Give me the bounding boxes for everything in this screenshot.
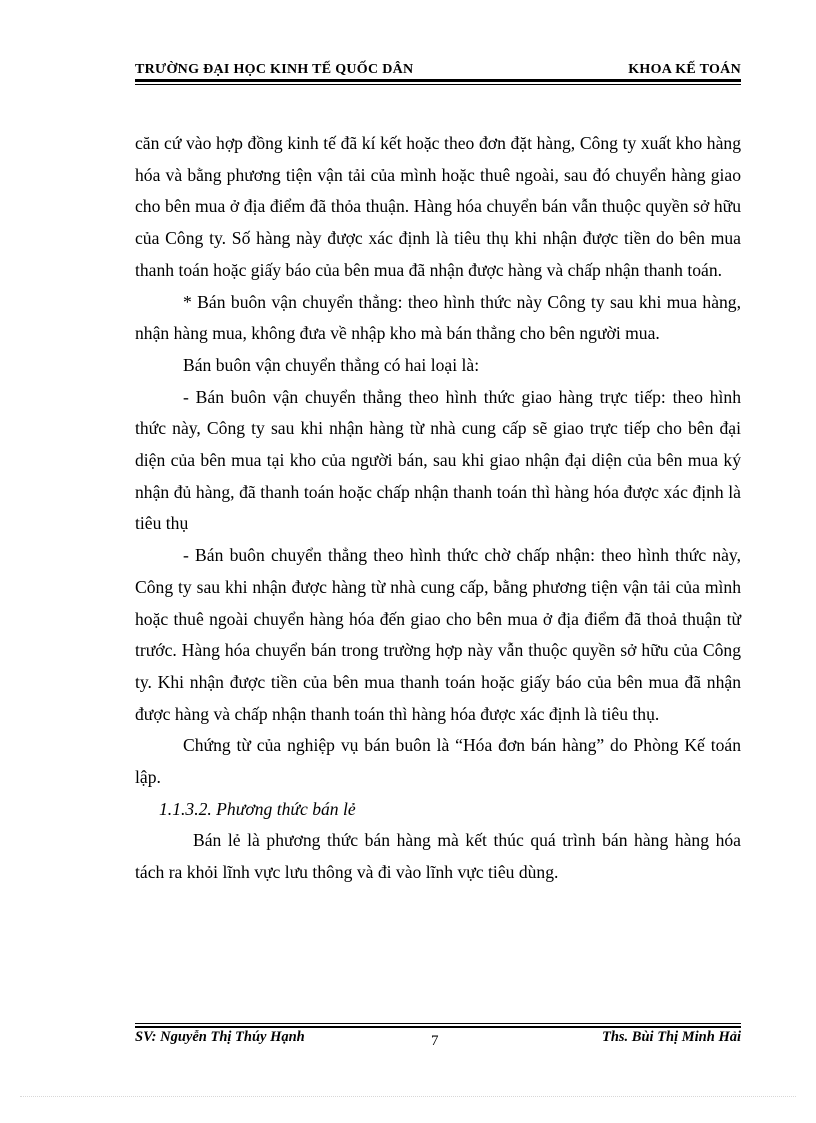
paragraph: căn cứ vào hợp đồng kinh tế đã kí kết hoặc theo đơn đặt hàng, Công ty xuất kho hàng hóa và bằng phương tiện vận tải của mình hoặc thuê ngoài, sau đó chuyển hàng giao cho bên mua ở địa điểm đã thỏa thuận. Hàng hóa chuyển bán vẫn thuộc quyền sở hữu của Công ty. Số hàng này được xác định là tiêu thụ khi nhận được tiền do bên mua thanh toán hoặc giấy báo của bên mua đã nhận được hàng và chấp nhận thanh toán.	[135, 133, 741, 280]
paragraph: Chứng từ của nghiệp vụ bán buôn là “Hóa đơn bán hàng” do Phòng Kế toán lập.	[135, 735, 741, 788]
paragraph: * Bán buôn vận chuyển thẳng: theo hình thức này Công ty sau khi mua hàng, nhận hàng mua, không đưa về nhập kho mà bán thẳng cho bên người mua.	[135, 291, 741, 344]
paragraph: - Bán buôn chuyển thẳng theo hình thức chờ chấp nhận: theo hình thức này, Công ty sau khi nhận được hàng từ nhà cung cấp, bằng phương tiện vận tải của mình hoặc thuê ngoài chuyển hàng hóa đến giao cho bên mua ở địa điểm đã thoả thuận từ trước. Hàng hóa chuyển bán trong trường hợp này vẫn thuộc quyền sở hữu của Công ty. Khi nhận được tiền của bên mua thanh toán hoặc giấy báo của bên mua đã nhận được hàng và chấp nhận thanh toán thì hàng hóa được xác định là tiêu thụ.	[135, 545, 741, 724]
page-number: 7	[431, 1033, 439, 1049]
page-bottom-border	[20, 1096, 796, 1097]
body-text	[135, 128, 741, 889]
page-header	[135, 56, 741, 78]
university-name: TRƯỜNG ĐẠI HỌC KINH TẾ QUỐC DÂN	[135, 62, 414, 77]
paragraph: - Bán buôn vận chuyển thẳng theo hình thức giao hàng trực tiếp: theo hình thức này, Công ty sau khi nhận hàng từ nhà cung cấp sẽ giao trực tiếp cho bên đại diện của bên mua tại kho của người bán, sau khi giao nhận đại diện của bên mua ký nhận đủ hàng, đã thanh toán hoặc chấp nhận thanh toán thì hàng hóa được xác định là tiêu thụ	[135, 386, 741, 534]
paragraph: Bán lẻ là phương thức bán hàng mà kết thúc quá trình bán hàng hàng hóa tách ra khỏi lĩnh vực lưu thông và đi vào lĩnh vực tiêu dùng.	[135, 830, 741, 883]
footer-rule-thick	[135, 1026, 741, 1028]
advisor-name: Ths. Bùi Thị Minh Hải	[601, 1029, 741, 1045]
header-rule-thin	[135, 84, 741, 85]
faculty-name: KHOA KẾ TOÁN	[628, 62, 741, 77]
paragraph: Bán buôn vận chuyển thẳng có hai loại là:	[183, 354, 480, 375]
section-heading: 1.1.3.2. Phương thức bán lẻ	[159, 798, 356, 819]
page-footer	[135, 1029, 741, 1049]
header-rule-thick	[135, 79, 741, 82]
footer-rule-thin	[135, 1023, 741, 1024]
student-name: SV: Nguyễn Thị Thúy Hạnh	[135, 1029, 305, 1045]
